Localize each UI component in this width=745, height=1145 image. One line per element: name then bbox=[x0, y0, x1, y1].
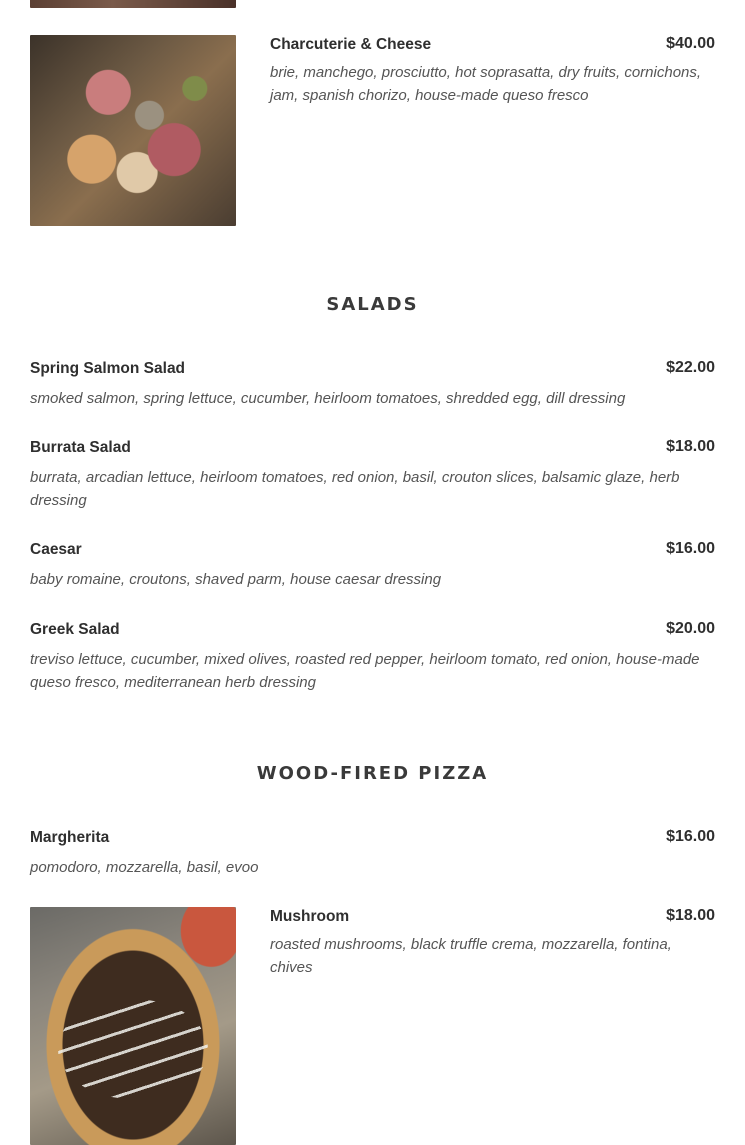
charcuterie-photo bbox=[30, 35, 236, 226]
item-desc-charcuterie: brie, manchego, prosciutto, hot soprasatta, dry fruits, cornichons, jam, spanish chorizo, house-made queso fresco bbox=[270, 64, 702, 104]
item-price-charcuterie: $40.00 bbox=[666, 35, 715, 52]
previous-item-photo bbox=[30, 0, 236, 8]
item-price-spring-salmon: $22.00 bbox=[666, 359, 715, 376]
item-name-mushroom: Mushroom bbox=[270, 908, 350, 925]
section-title-salads: SALADS bbox=[326, 294, 419, 315]
item-desc-mushroom: roasted mushrooms, black truffle crema, mozzarella, fontina, chives bbox=[270, 936, 672, 976]
item-desc-greek-salad: treviso lettuce, cucumber, mixed olives, roasted red pepper, heirloom tomato, red onion, house-made queso fresco, mediterranean herb dressing bbox=[30, 651, 700, 691]
item-price-caesar: $16.00 bbox=[666, 540, 715, 557]
item-name-caesar: Caesar bbox=[30, 541, 82, 558]
item-price-burrata: $18.00 bbox=[666, 438, 715, 455]
item-desc-margherita: pomodoro, mozzarella, basil, evoo bbox=[30, 859, 259, 876]
item-name-greek-salad: Greek Salad bbox=[30, 621, 120, 638]
item-price-greek-salad: $20.00 bbox=[666, 620, 715, 637]
item-price-mushroom: $18.00 bbox=[666, 907, 715, 924]
section-title-pizza: WOOD-FIRED PIZZA bbox=[256, 763, 489, 784]
item-name-charcuterie: Charcuterie & Cheese bbox=[270, 36, 432, 53]
item-price-margherita: $16.00 bbox=[666, 828, 715, 845]
item-name-burrata: Burrata Salad bbox=[30, 439, 131, 456]
item-desc-caesar: baby romaine, croutons, shaved parm, house caesar dressing bbox=[30, 571, 442, 588]
mushroom-pizza-photo bbox=[30, 907, 236, 1145]
item-desc-burrata: burrata, arcadian lettuce, heirloom tomatoes, red onion, basil, crouton slices, balsamic glaze, herb dressing bbox=[30, 469, 680, 509]
item-desc-spring-salmon: smoked salmon, spring lettuce, cucumber, heirloom tomatoes, shredded egg, dill dressing bbox=[30, 390, 626, 407]
item-name-margherita: Margherita bbox=[30, 829, 110, 846]
item-name-spring-salmon: Spring Salmon Salad bbox=[30, 360, 186, 377]
